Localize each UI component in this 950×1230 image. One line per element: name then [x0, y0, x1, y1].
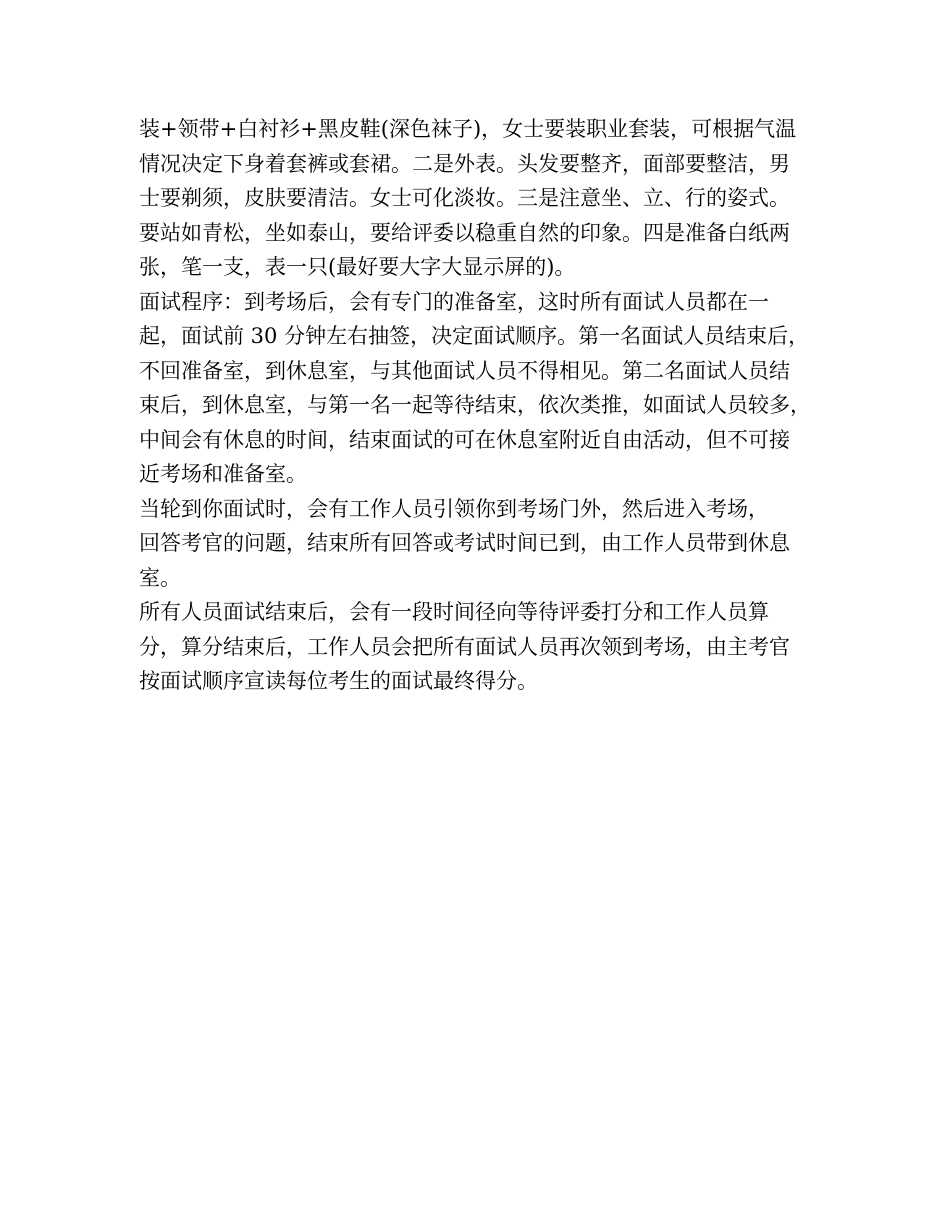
text-line: 起，面试前 30 分钟左右抽签，决定面试顺序。第一名面试人员结束后，	[139, 324, 810, 348]
text-line: 情况决定下身着套裤或套裙。二是外表。头发要整齐，面部要整洁，男	[139, 151, 790, 176]
text-line: 士要剃须，皮肤要清洁。女士可化淡妆。三是注意坐、立、行的姿式。	[139, 186, 790, 210]
text-line: 按面试顺序宣读每位考生的面试最终得分。	[139, 669, 538, 693]
text-line: 装+领带+白衬衫+黑皮鞋(深色袜子)，女士要装职业套装，可根据气温	[139, 117, 797, 141]
paragraph-interview-procedure	[139, 285, 819, 492]
text-line: 所有人员面试结束后，会有一段时间径向等待评委打分和工作人员算	[139, 600, 769, 624]
text-line: 张，笔一支，表一只(最好要大字大显示屏的)。	[139, 255, 576, 279]
text-line: 室。	[139, 565, 181, 590]
text-line: 近考场和准备室。	[139, 462, 307, 486]
paragraph-your-turn	[139, 492, 819, 596]
paragraph-scoring	[139, 595, 819, 699]
text-line: 不回准备室，到休息室，与其他面试人员不得相见。第二名面试人员结	[139, 358, 790, 383]
text-line: 分，算分结束后，工作人员会把所有面试人员再次领到考场，由主考官	[139, 634, 790, 659]
text-line: 束后，到休息室，与第一名一起等待结束，依次类推，如面试人员较多，	[139, 393, 811, 417]
paragraph-attire	[139, 112, 819, 285]
text-line: 当轮到你面试时，会有工作人员引领你到考场门外，然后进入考场，	[139, 496, 769, 521]
text-line: 面试程序：到考场后，会有专门的准备室，这时所有面试人员都在一	[139, 289, 769, 314]
text-line: 要站如青松，坐如泰山，要给评委以稳重自然的印象。四是准备白纸两	[139, 220, 790, 245]
text-line: 回答考官的问题，结束所有回答或考试时间已到，由工作人员带到休息	[139, 531, 790, 555]
document-body	[139, 112, 819, 699]
text-line: 中间会有休息的时间，结束面试的可在休息室附近自由活动，但不可接	[139, 427, 790, 452]
